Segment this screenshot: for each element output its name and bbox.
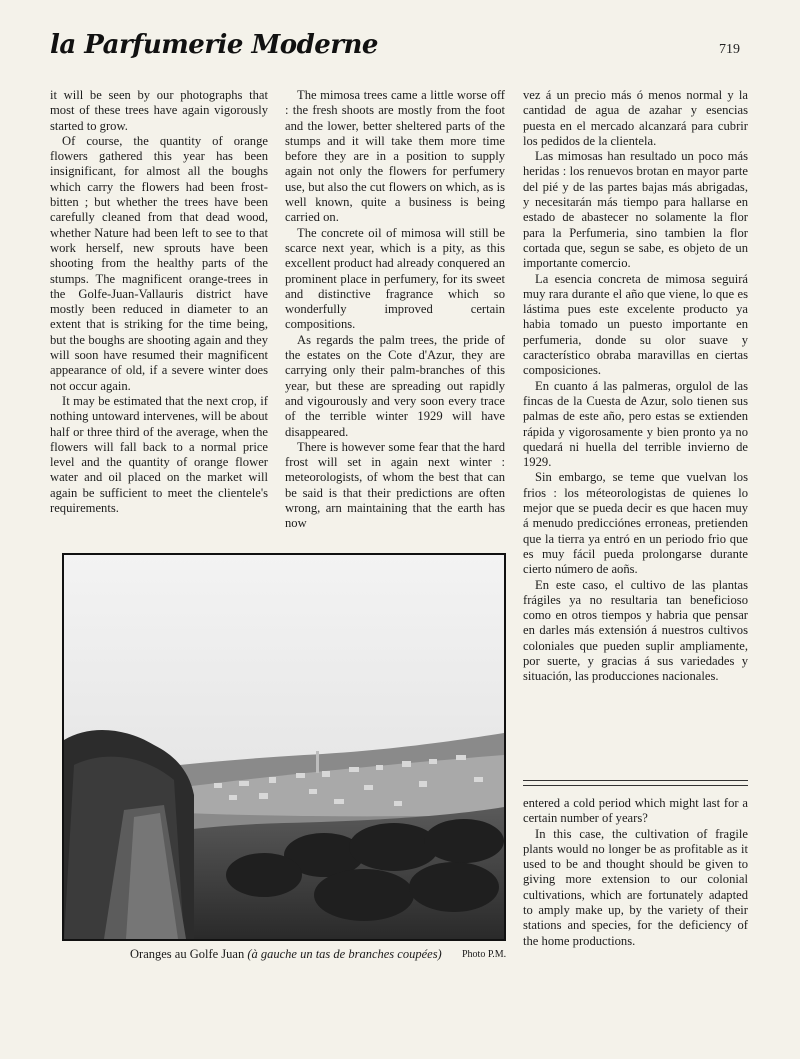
section-divider [523,780,748,781]
paragraph: En cuanto á las palmeras, orgulol de las fincas de la Cuesta de Azur, solo tienen sus palmas de este año, pero estas se extienden rápida y vigorosamente y bien pronto ya no quedará ni huella del terrible invierno de 1929. [523,378,748,470]
paragraph: In this case, the cultivation of fragile plants would no longer be as profitable as it used to be and thought should be given to giving more extension to our colonial cultivations, which are fortunately adapted to amply make up, by the variety of their stations and species, for the deficiency of the home productions. [523,826,748,948]
paragraph: En este caso, el cultivo de las plantas frágiles ya no resultaria tan beneficioso como en otros tiempos y habria que pensar en darles más extensión á nuestros cultivos coloniales que pueden suplir ampliamente, por suerte, y gracias á sus variedades y situación, las producciones nacionales. [523,577,748,684]
paragraph: There is however some fear that the hard frost will set in again next winter : meteorologists, of whom the best that can be said is that their predictions are often wrong, arn maintaining that the earth has now [285,439,505,531]
section-divider [523,785,748,786]
paragraph: Of course, the quantity of orange flowers gathered this year has been insignificant, for almost all the boughs which carry the flowers had been frost-bitten ; but whether the trees have been carefully cleaned from that dead wood, whether Nature had been left to see to that work herself, new sprouts have been shooting from the healthy parts of the stumps. The magnificent orange-trees in the Golfe-Juan-Vallauris district have mostly been reduced in diameter to an extent that is striking for the time being, but the boughs are shooting again and they will soon have resumed their magnificent appearance of old, if a severe winter does not occur again. [50,133,268,393]
paragraph: The mimosa trees came a little worse off : the fresh shoots are mostly from the foot and the lower, better sheltered parts of the stumps and it will take them more time before they are in a position to supply again not only the flowers for perfumery use, but also the cut flowers on which, as is well known, quite a business is being carried on. [285,88,505,225]
paragraph: entered a cold period which might last for a certain number of years? [523,796,748,826]
paragraph: As regards the palm trees, the pride of the estates on the Cote d'Azur, they are carrying only their palm-branches of this year, but these are spreading out rapidly and vigourously and very soon every trace of the terrible winter 1929 will have disappeared. [285,332,505,439]
paragraph: The concrete oil of mimosa will still be scarce next year, which is a pity, as this excellent product had already conquered an prominent place in perfumery, for its sweet and distinctive fragrance which so wonderfully improved certain compositions. [285,225,505,332]
photo-caption [130,947,442,962]
column-english-continued [523,796,748,949]
paragraph: La esencia concreta de mimosa seguirá muy rara durante el año que viene, lo que es lástima pues este excelente producto ya habia tomado un puesto importante en perfumeria, donde su olor suave y característico obraba maravillas en ciertas composiciones. [523,271,748,378]
page-number: 719 [719,42,740,57]
paragraph: Las mimosas han resultado un poco más heridas : los renuevos brotan en mayor parte del pié y de las partes bajas más abrigadas, y necesitarán más tiempo para hallarse en estado de abastecer no solamente la flor para la Perfumeria, sino tambien la flor cortada que, segun se sabe, es objeto de un importante comercio. [523,149,748,271]
paragraph: Sin embargo, se teme que vuelvan los frios : los méteorologistas de quienes lo mejor que se pueda decir es que hacen muy á menudo predicciónes erroneas, pretienden que la tierra ya entró en un periodo frio que es muy fácil pueda prolongarse durante cierto número de aoñs. [523,470,748,577]
caption-main-text: Oranges au Golfe Juan [130,947,245,961]
paragraph: it will be seen by our photographs that most of these trees have again vigorously started to grow. [50,88,268,133]
orange-grove-photo [62,553,506,941]
caption-italic-text: (à gauche un tas de branches coupées) [247,947,442,961]
paragraph: vez á un precio más ó menos normal y la cantidad de agua de azahar y esencias puesta en el mercado alcanzará para cubrir los pedidos de la clientela. [523,88,748,148]
paragraph: It may be estimated that the next crop, if nothing untoward intervenes, will be about half or three third of the average, when the flowers will fall back to a normal price level and the quantity of orange flower water and oil placed on the market will again be sufficient to meet the clientele's requirements. [50,393,268,516]
column-spanish [523,88,748,685]
photo-credit: Photo P.M. [462,949,507,960]
masthead-title: la Parfumerie Moderne [50,30,378,60]
column-english-middle [285,88,505,532]
column-english-left [50,88,268,516]
